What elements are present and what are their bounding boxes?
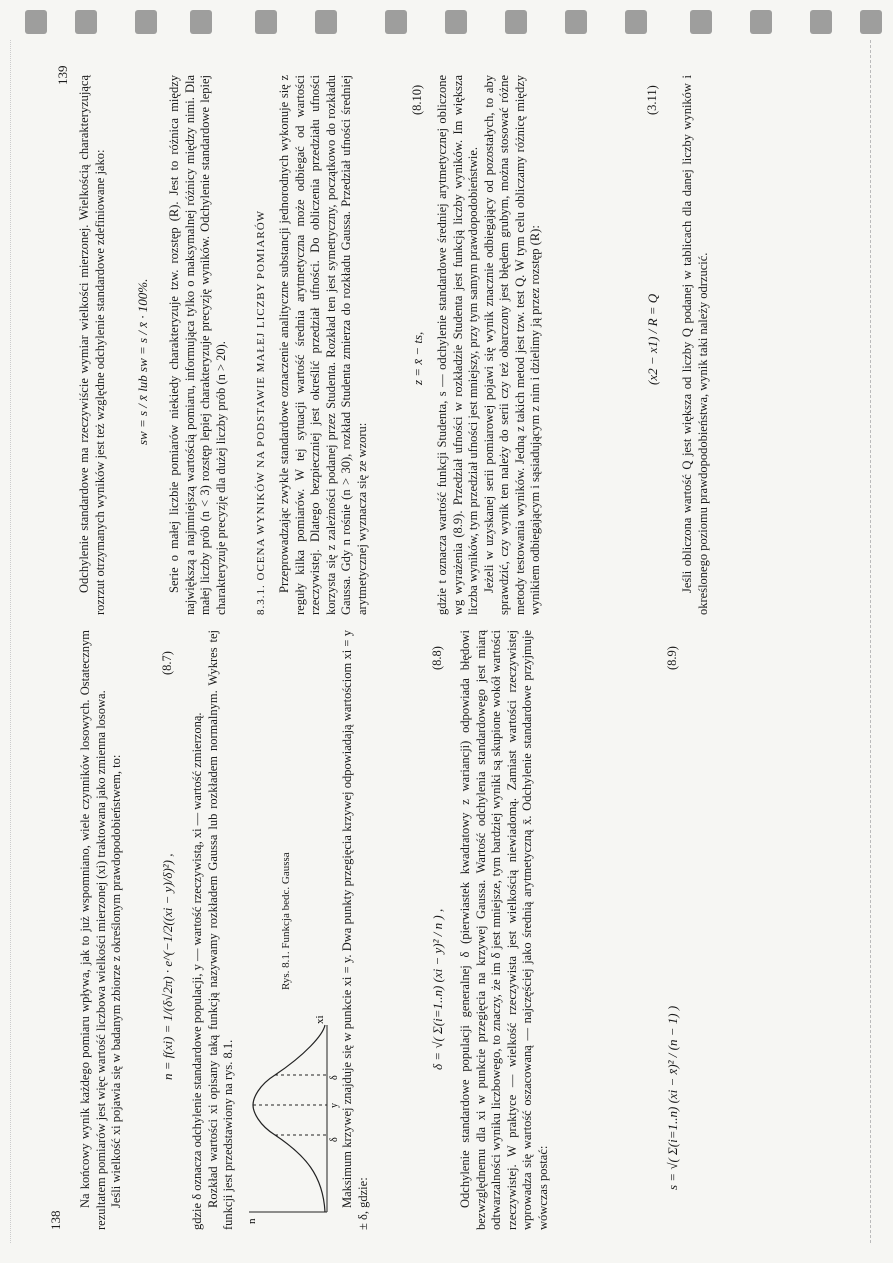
binder-hole [255, 10, 277, 34]
margin-line [870, 40, 871, 1243]
formula-3-11: (x2 − x1) / R = Q [645, 293, 660, 385]
page-138 [40, 620, 440, 1230]
binder-hole [750, 10, 772, 34]
paragraph: Odchylenie standardowe populacji generalnej δ (pierwiastek kwadratowy z wariancji) odpowiada błędowi bezwzględnemu dla xi w punkcie przegięcia na krzywej Gaussa. Wartość odchylenia standardowego jest miarą odtwarzalności wyniku liczbowego, to znaczy, że im δ jest mniejsze, tym bardziej wyniki są skupione wokół wartości rzeczywistej. W praktyce — wielkość rzeczywista jest wielkością niewiadomą. Zamiast wartości rzeczywistej wprowadza się wartość oszacowaną — najczęściej jako średnią arytmetyczną x̄. Odchylenie standardowe przyjmuje wówczas postać: [458, 630, 550, 1230]
section-heading: 8.3.1. OCENA WYNIKÓW NA PODSTAWIE MAŁEJ LICZBY POMIARÓW [255, 209, 267, 615]
binder-hole [315, 10, 337, 34]
paragraph: Rozkład wartości xi opisany taką funkcją nazywamy rozkładem Gaussa lub rozkładem normalnym. Wykres tej funkcji jest przedstawiony na rys. 8.1. [205, 630, 235, 1230]
binder-hole [625, 10, 647, 34]
binder-hole [385, 10, 407, 34]
tick-label: y [329, 1103, 340, 1108]
binder-hole [25, 10, 47, 34]
equation-number: (8.9) [665, 646, 679, 670]
binder-hole [565, 10, 587, 34]
paragraph: Odchylenie standardowe ma rzeczywiście wymiar wielkości mierzonej. Wielkością charakteryzującą rozrzut otrzymanych wyników jest też względne odchylenie standardowe zdefiniowane jako: [77, 75, 107, 615]
binder-hole [190, 10, 212, 34]
page-number: 138 [48, 1210, 63, 1230]
binder-hole [810, 10, 832, 34]
binder-hole [860, 10, 882, 34]
binder-hole [135, 10, 157, 34]
paragraph: Jeśli wielkość xi pojawia się w badanym zbiorze z określonym prawdopodobieństwem, to: [109, 754, 123, 1208]
paragraph: gdzie t oznacza wartość funkcji Studenta, s — odchylenie standardowe średniej arytmetycznej obliczone wg wyrażenia (8.9). Przedział ufności w rozkładzie Studenta jest funkcją liczby wyników. Im większa liczba wyników, tym przedział ufności jest mniejszy, przy tym samym prawdopodobieństwie. [435, 75, 480, 615]
paragraph: gdzie δ oznacza odchylenie standardowe populacji, y — wartość rzeczywistą, xi — wartość zmierzoną. [190, 712, 204, 1230]
gauss-curve [253, 1025, 325, 1212]
tick-label: δ [329, 1137, 340, 1142]
equation-number: (8.8) [430, 646, 444, 670]
paragraph: Maksimum krzywej znajduje się w punkcie xi = y. Dwa punkty przegięcia krzywej odpowiadają wartościom xi = y ± δ, gdzie: [340, 630, 370, 1230]
binder-hole [75, 10, 97, 34]
equation-number: (3.11) [645, 85, 659, 115]
paragraph: Jeżeli w uzyskanej serii pomiarowej pojawi się wynik znacznie odbiegający od pozostałych, to aby sprawdzić, czy wynik ten należy do serii czy też obarczony jest błędem grubym, można stosować różne metody testowania wyników. Jedną z takich metod jest tzw. test Q. W tym celu obliczamy różnicę między wynikiem odbiegającym i sąsiadującym z nim i dzielimy ją przez rozstęp (R): [481, 75, 542, 615]
tick-label: δ [329, 1075, 340, 1080]
page-139 [55, 55, 815, 615]
formula-8-7: n = f(xi) = 1/(δ√2π) · e^(−1/2((xi − y)/δ)²) , [160, 853, 175, 1080]
axis-label-n: n [246, 1218, 258, 1224]
paragraph: Przeprowadzając zwykle standardowe oznaczenie analityczne substancji jednorodnych wykonuje się z reguły kilka pomiarów. W tej sytuacji wartość średnia arytmetyczna może odbiegać od wartości rzeczywistej. Dlatego bezpieczniej jest określić przedział ufności. Do obliczenia przedziału ufności korzysta się z zależności podanej przez Studenta. Rozkład ten jest symetryczny, początkowo do rozkładu Gaussa. Gdy n rośnie (n > 30), rozkład Studenta zmierza do rozkładu Gaussa. Przedział ufności średniej arytmetycznej wyznacza się ze wzoru: [277, 75, 369, 615]
equation-number: (8.10) [410, 84, 424, 115]
axis-label-x: xi [314, 1015, 326, 1024]
figure-caption: Rys. 8.1. Funkcja bedc. Gaussa [280, 852, 292, 990]
binder-holes [0, 10, 893, 40]
binder-hole [505, 10, 527, 34]
binder-hole [690, 10, 712, 34]
formula-8-8: δ = √( Σ(i=1..n) (xi − y)² / n ) , [430, 908, 445, 1070]
equation-number: (8.7) [160, 651, 174, 675]
formula-relative-deviation: sw = s / x̄ lub sw = s / x̄ · 100%. [135, 278, 150, 445]
formula-8-10: z = x̄ − ts, [410, 331, 425, 385]
paragraph: Na końcowy wynik każdego pomiaru wpływa, jak to już wspomniano, wiele czynników losowych. Ostatecznym rezultatem pomiarów jest więc wartość liczbowa wielkości mierzonej (xi) traktowana jako zmienna losowa. [78, 630, 108, 1230]
page-138-continued [430, 620, 870, 1230]
page-number: 139 [55, 65, 70, 85]
binder-hole [445, 10, 467, 34]
paragraph: Jeśli obliczona wartość Q jest większa od liczby Q podanej w tablicach dla danej liczby wyników i określonego poziomu prawdopodobieństwa, wynik taki należy odrzucić. [680, 75, 710, 615]
formula-8-9: s = √( Σ(i=1..n) (xi − x̄)² / (n − 1) ) [665, 1005, 680, 1190]
paragraph: Serie o małej liczbie pomiarów niekiedy charakteryzuje tzw. rozstęp (R). Jest to różnica między największą a najmniejszą wartością pomiaru, informująca tylko o maksymalnej różnicy między nimi. Dla małej liczby prób (n < 3) rozstęp lepiej charakteryzuje precyzję wyników. Odchylenie standardowe lepiej charakteryzuje precyzję dla dużej liczby prób (n > 20). [167, 75, 228, 615]
page-edge [10, 40, 11, 1243]
